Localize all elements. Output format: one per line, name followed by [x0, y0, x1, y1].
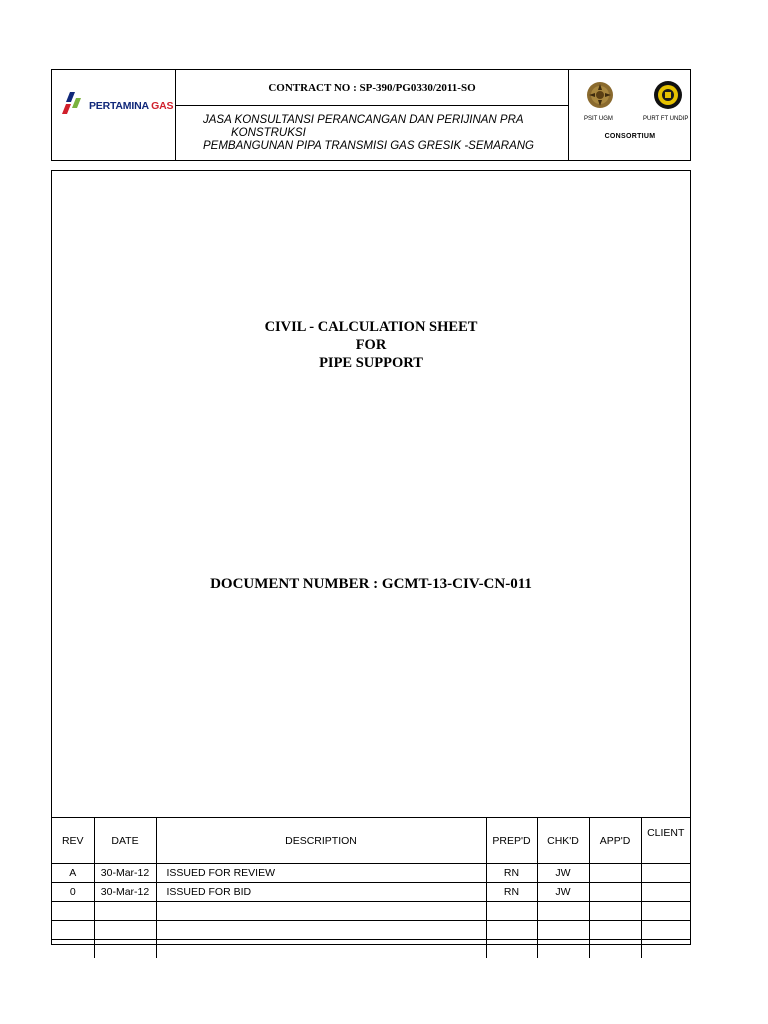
header-client: CLIENT — [641, 818, 690, 864]
project-line-2: KONSTRUKSI — [231, 127, 306, 139]
cell-prepd — [486, 940, 537, 959]
table-row — [52, 902, 690, 921]
cell-prepd: RN — [486, 864, 537, 883]
header-description: DESCRIPTION — [156, 818, 486, 864]
revision-header-row — [52, 818, 690, 864]
project-line-1: JASA KONSULTANSI PERANCANGAN DAN PERIJINAN PRA — [203, 114, 524, 126]
cell-client — [641, 883, 690, 902]
project-title — [203, 114, 534, 153]
cell-appd — [589, 902, 641, 921]
cell-rev — [52, 921, 94, 940]
cell-rev: A — [52, 864, 94, 883]
cell-date — [94, 902, 156, 921]
cell-rev — [52, 940, 94, 959]
table-row — [52, 940, 690, 959]
cell-description — [156, 921, 486, 940]
header-prepd: PREP'D — [486, 818, 537, 864]
company-brand: PERTAMINA — [89, 100, 149, 112]
cell-appd — [589, 883, 641, 902]
project-line-3: PEMBANGUNAN PIPA TRANSMISI GAS GRESIK -SEMARANG — [203, 140, 535, 152]
undip-seal-icon — [653, 80, 683, 110]
title-line-1: CIVIL - CALCULATION SHEET — [264, 319, 478, 335]
cell-description: ISSUED FOR REVIEW — [156, 864, 486, 883]
document-title — [52, 318, 690, 372]
cell-date — [94, 921, 156, 940]
cell-rev — [52, 902, 94, 921]
cell-date — [94, 940, 156, 959]
document-header — [51, 69, 691, 161]
cell-chkd: JW — [537, 883, 589, 902]
table-row — [52, 921, 690, 940]
cell-date: 30-Mar-12 — [94, 883, 156, 902]
revision-table — [52, 817, 690, 958]
cell-client — [641, 940, 690, 959]
header-chkd: CHK'D — [537, 818, 589, 864]
consortium-cell — [569, 70, 691, 160]
cell-prepd — [486, 902, 537, 921]
cell-description — [156, 940, 486, 959]
cell-client — [641, 902, 690, 921]
header-appd: APP'D — [589, 818, 641, 864]
cell-chkd — [537, 940, 589, 959]
title-line-2: FOR — [355, 337, 387, 353]
logo-cell — [52, 70, 176, 160]
cell-description — [156, 902, 486, 921]
consortium-label: CONSORTIUM — [604, 133, 656, 140]
cell-prepd — [486, 921, 537, 940]
header-date: DATE — [94, 818, 156, 864]
cell-appd — [589, 921, 641, 940]
document-number: DOCUMENT NUMBER : GCMT-13-CIV-CN-011 — [210, 576, 532, 592]
cell-chkd — [537, 921, 589, 940]
cell-appd — [589, 864, 641, 883]
cell-chkd: JW — [537, 864, 589, 883]
cell-client — [641, 864, 690, 883]
project-cell — [176, 70, 569, 160]
company-brand-accent: GAS — [151, 100, 174, 112]
pertamina-logo-icon — [62, 90, 88, 120]
table-row — [52, 883, 690, 902]
company-name — [89, 100, 173, 112]
cell-description: ISSUED FOR BID — [156, 883, 486, 902]
table-row — [52, 864, 690, 883]
cell-date: 30-Mar-12 — [94, 864, 156, 883]
undip-label: PURT FT UNDIP — [643, 116, 689, 122]
document-body — [51, 170, 691, 945]
ugm-label: PSIT UGM — [584, 116, 613, 122]
cell-rev: 0 — [52, 883, 94, 902]
header-rev: REV — [52, 818, 94, 864]
cell-client — [641, 921, 690, 940]
ugm-seal-icon — [585, 80, 615, 110]
cell-appd — [589, 940, 641, 959]
contract-number: CONTRACT NO : SP-390/PG0330/2011-SO — [176, 70, 568, 106]
cell-prepd: RN — [486, 883, 537, 902]
cell-chkd — [537, 902, 589, 921]
title-line-3: PIPE SUPPORT — [319, 355, 423, 371]
